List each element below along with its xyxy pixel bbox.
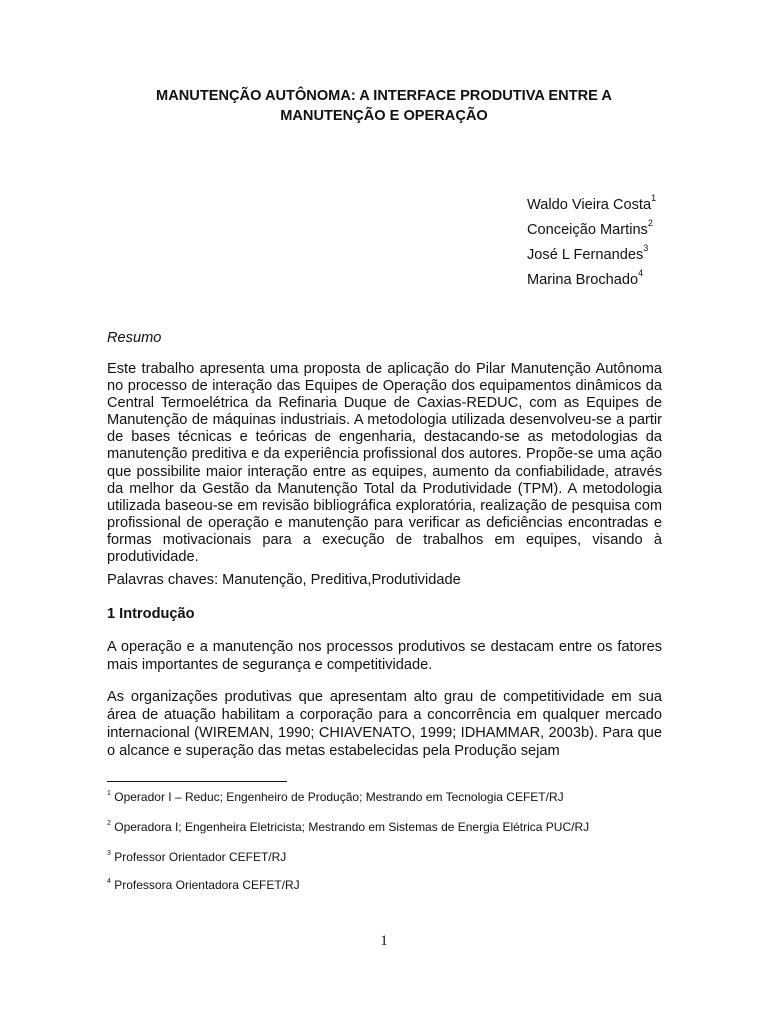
author: José L Fernandes$^3$ bbox=[527, 242, 649, 263]
abstract-heading: Resumo bbox=[107, 330, 162, 346]
keywords: Palavras chaves: Manutenção, Preditiva,Produtividade bbox=[107, 572, 461, 588]
footnote: $^1$ Operador I – Reduc; Engenheiro de Produção; Mestrando em Tecnologia CEFET/RJ bbox=[107, 790, 564, 804]
footnote-separator bbox=[107, 781, 287, 782]
footnote: $^4$ Professora Orientadora CEFET/RJ bbox=[107, 878, 300, 892]
footnote: $^3$ Professor Orientador CEFET/RJ bbox=[107, 850, 287, 864]
title-line-2: MANUTENÇÃO E OPERAÇÃO bbox=[280, 108, 488, 124]
footnote: $^2$ Operadora I; Engenheira Eletricista; Mestrando em Sistemas de Energia Elétrica PUC/RJ bbox=[107, 820, 590, 834]
paper-title bbox=[0, 86, 768, 126]
title-line-1: MANUTENÇÃO AUTÔNOMA: A INTERFACE PRODUTIVA ENTRE A bbox=[156, 88, 612, 104]
section-heading: 1 Introdução bbox=[107, 606, 195, 622]
author-list bbox=[527, 190, 656, 289]
author: Conceição Martins$^2$ bbox=[527, 217, 653, 238]
body-paragraph: As organizações produtivas que apresentam alto grau de competitividade em sua área de atuação habilitam a corporação para a concorrência em qualquer mercado internacional (WIREMAN, 1990; CHIAVENATO, 1999; IDHAMMAR, 2003b). Para que o alcance e superação das metas estabelecidas pela Produção sejam bbox=[107, 689, 662, 759]
author: Marina Brochado$^4$ bbox=[527, 267, 644, 288]
page-number: 1 bbox=[380, 933, 388, 949]
body-paragraph: A operação e a manutenção nos processos produtivos se destacam entre os fatores mais importantes de segurança e competitividade. bbox=[107, 639, 662, 673]
abstract-text: Este trabalho apresenta uma proposta de aplicação do Pilar Manutenção Autônoma no processo de interação das Equipes de Operação dos equipamentos dinâmicos da Central Termoelétrica da Refinaria Duque de Caxias-REDUC, com as Equipes de Manutenção de máquinas industriais. A metodologia utilizada desenvolveu-se a partir de bases técnicas e teóricas de engenharia, destacando-se as metodologias da manutenção preditiva e da experiência profissional dos autores. Propõe-se uma ação que possibilite maior interação entre as equipes, aumento da confiabilidade, através da melhor da Gestão da Manutenção Total da Produtividade (TPM). A metodologia utilizada baseou-se em revisão bibliográfica exploratória, realização de pesquisa com profissional de operação e manutenção para verificar as deficiências encontradas e formas motivacionais para a execução de trabalhos em equipes, visando à produtividade. bbox=[107, 361, 662, 566]
author: Waldo Vieira Costa$^1$ bbox=[527, 193, 657, 213]
